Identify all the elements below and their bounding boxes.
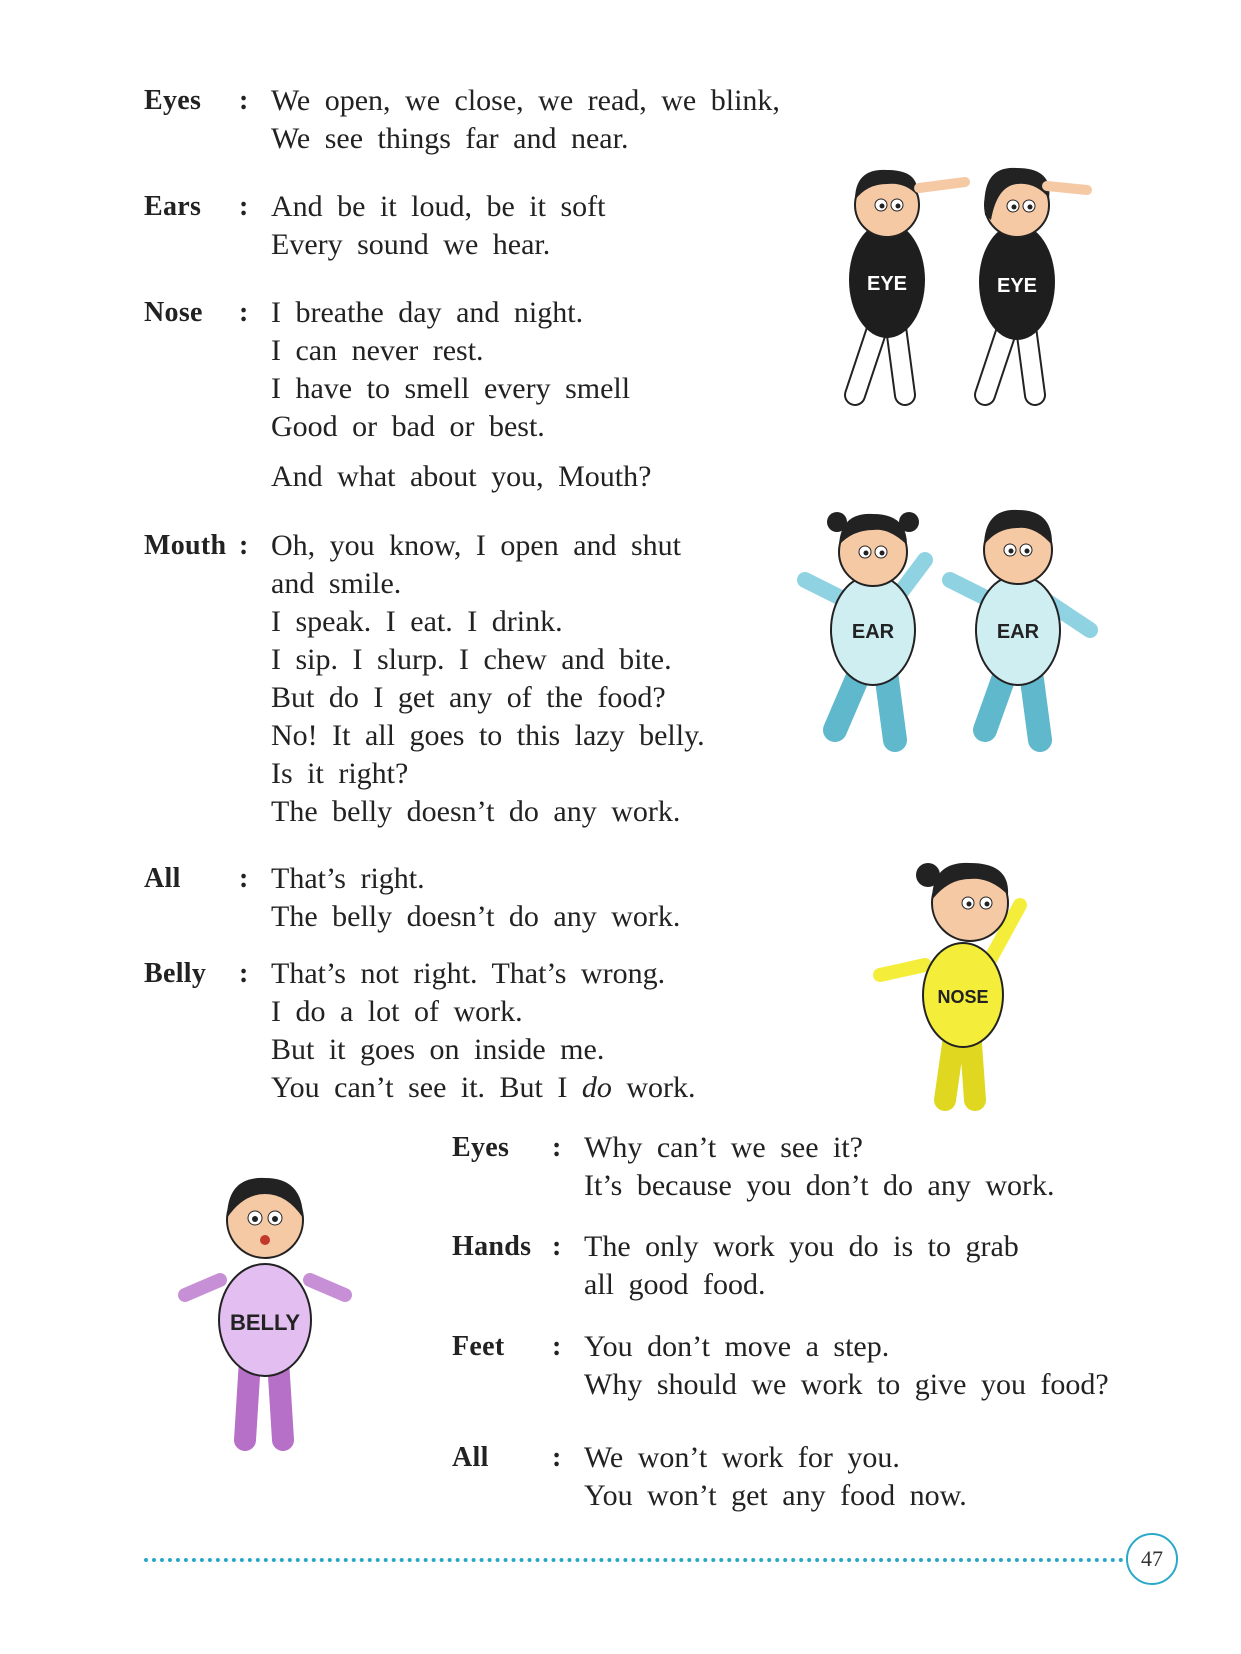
line: It’s because you don’t do any work. bbox=[584, 1169, 1055, 1202]
colon: : bbox=[552, 1231, 562, 1262]
colon: : bbox=[239, 958, 249, 989]
speaker-label: Eyes bbox=[144, 85, 202, 116]
line: And what about you, Mouth? bbox=[271, 460, 652, 493]
belly-label: BELLY bbox=[229, 1310, 301, 1335]
speaker-label: Eyes bbox=[452, 1132, 510, 1163]
colon: : bbox=[239, 297, 249, 328]
line: But it goes on inside me. bbox=[271, 1033, 605, 1066]
ear-children-illustration bbox=[785, 490, 1125, 780]
eye-boy-figure bbox=[849, 170, 965, 395]
speaker-label: Mouth bbox=[144, 530, 227, 561]
line-part: work. bbox=[611, 1071, 696, 1104]
dialogue-lines bbox=[271, 82, 780, 158]
speaker-label: All bbox=[452, 1442, 489, 1473]
line: Oh, you know, I open and shut bbox=[271, 529, 682, 562]
line: I breathe day and night. bbox=[271, 296, 584, 329]
dialogue-lines bbox=[271, 188, 605, 264]
nose-label: NOSE bbox=[937, 987, 989, 1007]
line: But do I get any of the food? bbox=[271, 681, 666, 714]
dialogue-lines bbox=[271, 294, 651, 496]
dialogue-lines bbox=[271, 860, 680, 936]
dialogue-lines bbox=[584, 1129, 1055, 1205]
line: and smile. bbox=[271, 567, 402, 600]
line: No! It all goes to this lazy belly. bbox=[271, 719, 705, 752]
line: We see things far and near. bbox=[271, 122, 629, 155]
dialogue-lines bbox=[584, 1328, 1109, 1404]
line: Is it right? bbox=[271, 757, 409, 790]
ear-girl-figure bbox=[805, 512, 925, 740]
ear-boy-figure bbox=[950, 510, 1090, 740]
emphasis: do bbox=[581, 1071, 612, 1104]
dialogue-lines bbox=[584, 1439, 967, 1515]
colon: : bbox=[552, 1442, 562, 1473]
colon: : bbox=[239, 191, 249, 222]
line: That’s right. bbox=[271, 862, 425, 895]
ear-label: EAR bbox=[851, 621, 895, 643]
line: Good or bad or best. bbox=[271, 410, 545, 443]
footer-dotted-line bbox=[144, 1558, 1124, 1562]
line: The belly doesn’t do any work. bbox=[271, 795, 681, 828]
colon: : bbox=[239, 85, 249, 116]
eye-children-illustration bbox=[825, 160, 1125, 430]
line: You won’t get any food now. bbox=[584, 1479, 967, 1512]
line: That’s not right. That’s wrong. bbox=[271, 957, 666, 990]
line: Why can’t we see it? bbox=[584, 1131, 864, 1164]
colon: : bbox=[239, 863, 249, 894]
line: We open, we close, we read, we blink, bbox=[271, 84, 780, 117]
dialogue-all-2 bbox=[452, 1439, 967, 1515]
colon: : bbox=[239, 530, 249, 561]
line: I can never rest. bbox=[271, 334, 484, 367]
belly-boy-illustration bbox=[175, 1160, 360, 1460]
line-part: You can’t see it. But I bbox=[271, 1071, 582, 1104]
line: You don’t move a step. bbox=[584, 1330, 890, 1363]
nose-girl-illustration bbox=[870, 845, 1070, 1120]
dialogue-eyes bbox=[144, 82, 780, 158]
line: I have to smell every smell bbox=[271, 372, 631, 405]
dialogue-ears bbox=[144, 188, 605, 264]
dialogue-mouth bbox=[144, 527, 705, 831]
line: The belly doesn’t do any work. bbox=[271, 900, 681, 933]
dialogue-lines bbox=[584, 1228, 1019, 1304]
line: Why should we work to give you food? bbox=[584, 1368, 1109, 1401]
dialogue-lines bbox=[271, 955, 696, 1107]
speaker-label: All bbox=[144, 863, 181, 894]
line: I sip. I slurp. I chew and bite. bbox=[271, 643, 672, 676]
speaker-label: Belly bbox=[144, 958, 207, 989]
speaker-label: Feet bbox=[452, 1331, 505, 1362]
colon: : bbox=[552, 1331, 562, 1362]
line: And be it loud, be it soft bbox=[271, 190, 606, 223]
dialogue-nose bbox=[144, 294, 651, 496]
dialogue-belly bbox=[144, 955, 696, 1107]
line: I do a lot of work. bbox=[271, 995, 523, 1028]
dialogue-lines bbox=[271, 527, 705, 831]
colon: : bbox=[552, 1132, 562, 1163]
dialogue-feet bbox=[452, 1328, 1109, 1404]
line: We won’t work for you. bbox=[584, 1441, 900, 1474]
speaker-label: Hands bbox=[452, 1231, 532, 1262]
line: The only work you do is to grab bbox=[584, 1230, 1019, 1263]
eye-label: EYE bbox=[996, 275, 1038, 297]
dialogue-hands bbox=[452, 1228, 1019, 1304]
page-number: 47 bbox=[1126, 1533, 1178, 1585]
eye-label: EYE bbox=[866, 273, 908, 295]
line: all good food. bbox=[584, 1268, 766, 1301]
line: Every sound we hear. bbox=[271, 228, 551, 261]
speaker-label: Ears bbox=[144, 191, 202, 222]
line bbox=[271, 1069, 696, 1107]
dialogue-eyes-2 bbox=[452, 1129, 1055, 1205]
line: I speak. I eat. I drink. bbox=[271, 605, 563, 638]
speaker-label: Nose bbox=[144, 297, 203, 328]
dialogue-all bbox=[144, 860, 680, 936]
eye-girl-figure bbox=[979, 168, 1087, 395]
ear-label: EAR bbox=[996, 621, 1040, 643]
